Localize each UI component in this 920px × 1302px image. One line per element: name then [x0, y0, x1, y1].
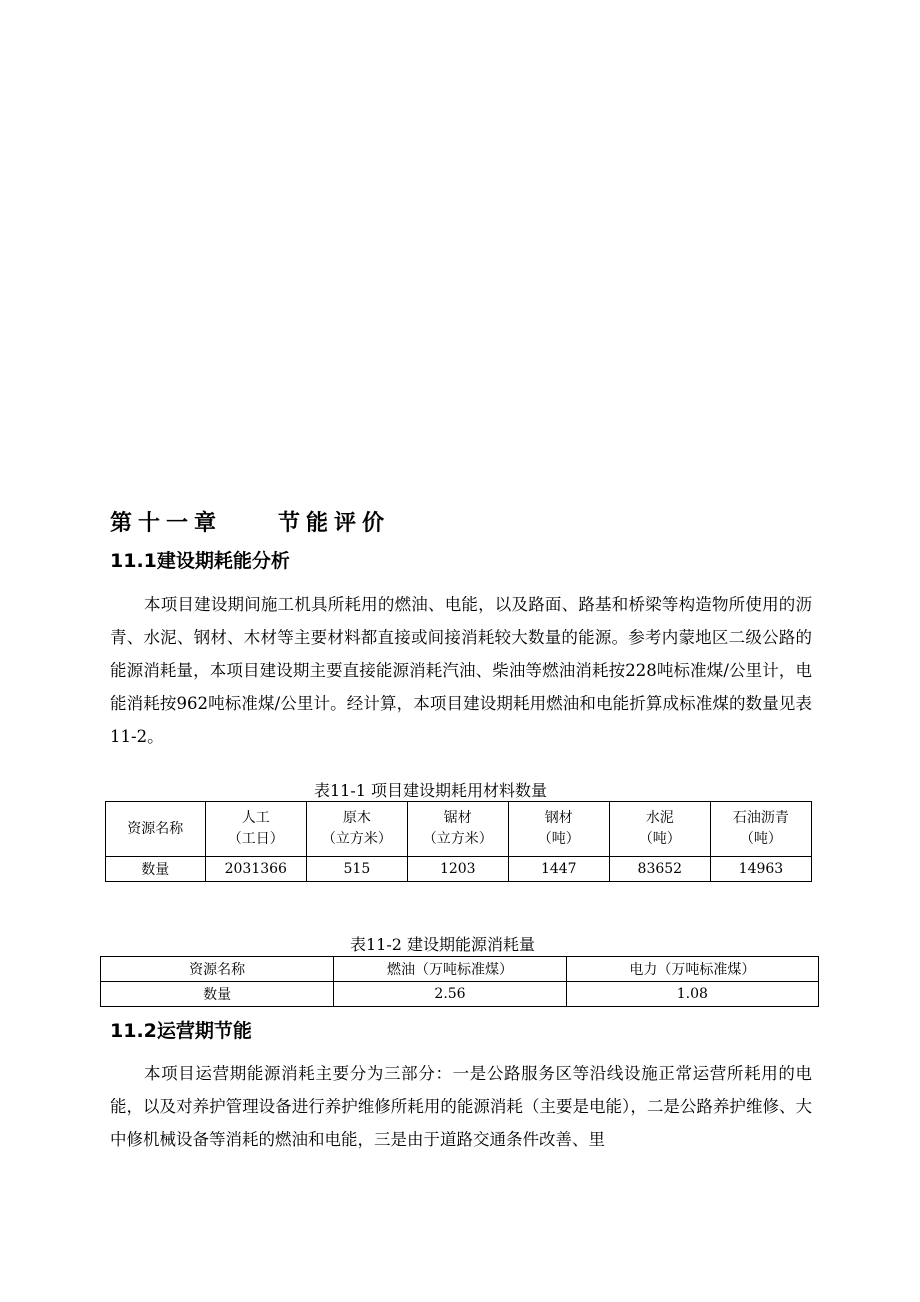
table-cell: 1.08 [566, 982, 818, 1007]
table-cell: 515 [306, 857, 407, 882]
table-row [106, 857, 812, 882]
column-unit: （吨） [537, 831, 580, 847]
column-unit: （吨） [638, 831, 681, 847]
table-caption-energy: 表11-2 建设期能源消耗量 [350, 935, 536, 954]
column-name: 水泥 [645, 810, 674, 826]
table-header-row [106, 802, 812, 857]
table-header-row [101, 957, 819, 982]
column-header-cell [205, 802, 306, 857]
table-cell: 1203 [407, 857, 508, 882]
table-caption-materials: 表11-1 项目建设期耗用材料数量 [314, 781, 548, 800]
column-name: 人工 [241, 810, 270, 826]
column-header-cell: 燃油（万吨标准煤） [334, 957, 566, 982]
column-name: 原木 [342, 810, 371, 826]
materials-table [105, 801, 812, 882]
row-label-cell: 数量 [106, 857, 206, 882]
table-cell: 2.56 [334, 982, 566, 1007]
table-cell: 2031366 [205, 857, 306, 882]
section-title-construction: 11.1建设期耗能分析 [110, 550, 290, 572]
section-paragraph-operation: 本项目运营期能源消耗主要分为三部分：一是公路服务区等沿线设施正常运营所耗用的电能，以及对养护管理设备进行养护维修所耗用的能源消耗（主要是电能），二是公路养护维修、大中修机械设备等消耗的燃油和电能，三是由于道路交通条件改善、里 [110, 1064, 812, 1149]
column-header-cell [508, 802, 609, 857]
table-cell: 1447 [508, 857, 609, 882]
column-name: 锯材 [443, 810, 472, 826]
column-name: 石油沥青 [732, 810, 789, 826]
column-name: 钢材 [544, 810, 573, 826]
column-unit: （立方米） [422, 831, 493, 847]
column-header-cell [710, 802, 811, 857]
row-header-cell: 资源名称 [106, 802, 206, 857]
chapter-title: 第十一章 节能评价 [110, 511, 391, 536]
section-title-operation: 11.2运营期节能 [110, 1020, 252, 1042]
column-unit: （工日） [227, 831, 284, 847]
table-cell: 14963 [710, 857, 811, 882]
column-unit: （吨） [739, 831, 782, 847]
energy-table [100, 956, 819, 1007]
section-paragraph-construction: 本项目建设期间施工机具所耗用的燃油、电能，以及路面、路基和桥梁等构造物所使用的沥青、水泥、钢材、木材等主要材料都直接或间接消耗较大数量的能源。参考内蒙地区二级公路的能源消耗量，本项目建设期主要直接能源消耗汽油、柴油等燃油消耗按228吨标准煤/公里计，电能消耗按962吨标准煤/公里计。经计算，本项目建设期耗用燃油和电能折算成标准煤的数量见表11-2。 [110, 595, 812, 746]
table-cell: 83652 [609, 857, 710, 882]
column-header-cell [306, 802, 407, 857]
column-header-cell [407, 802, 508, 857]
column-header-cell: 电力（万吨标准煤） [566, 957, 818, 982]
column-unit: （立方米） [321, 831, 392, 847]
column-header-cell: 资源名称 [101, 957, 334, 982]
column-header-cell [609, 802, 710, 857]
table-row [101, 982, 819, 1007]
row-label-cell: 数量 [101, 982, 334, 1007]
